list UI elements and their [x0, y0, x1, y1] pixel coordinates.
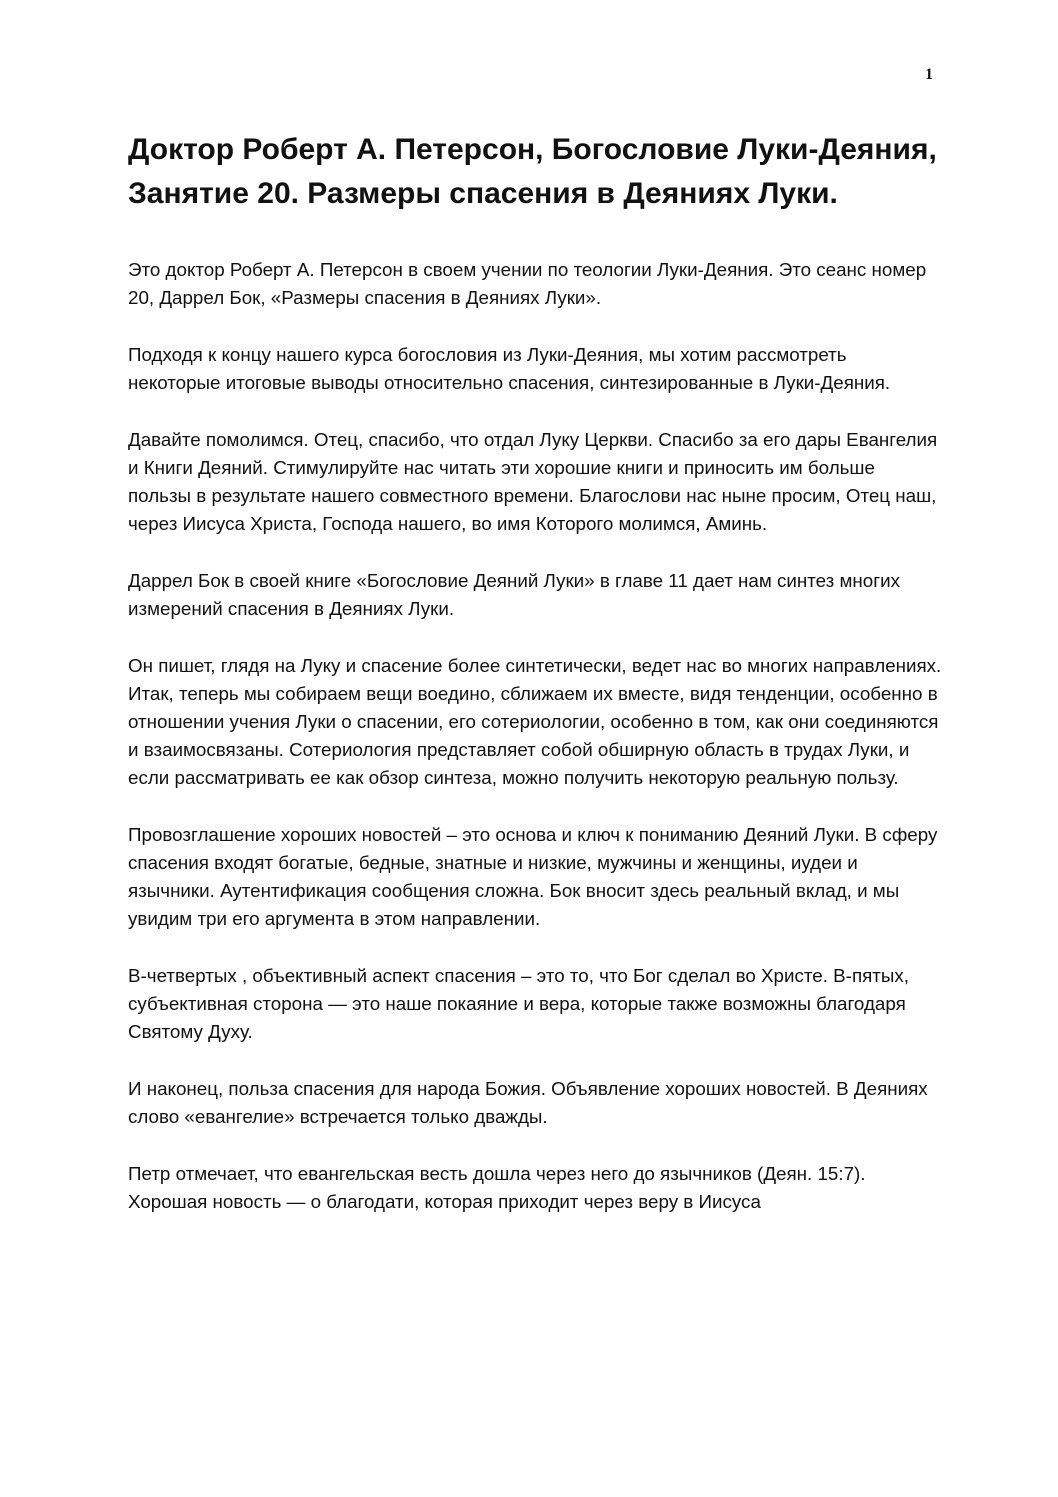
paragraph: Провозглашение хороших новостей – это основа и ключ к пониманию Деяний Луки. В сферу спасения входят богатые, бедные, знатные и низкие, мужчины и женщины, иудеи и язычники. Аутентификация сообщения сложна. Бок вносит здесь реальный вклад, и мы увидим три его аргумента в этом направлении.: [128, 824, 938, 929]
paragraph: И наконец, польза спасения для народа Божия. Объявление хороших новостей. В Деяниях слово «евангелие» встречается только дважды.: [128, 1078, 928, 1127]
title-line-2: Занятие 20. Размеры спасения в Деяниях Луки.: [128, 177, 838, 210]
paragraph: В-четвертых , объективный аспект спасения – это то, что Бог сделал во Христе. В-пятых, субъективная сторона — это наше покаяние и вера, которые также возможны благодаря Святому Духу.: [128, 965, 909, 1042]
paragraph: Давайте помолимся. Отец, спасибо, что отдал Луку Церкви. Спасибо за его дары Евангелия и Книги Деяний. Стимулируйте нас читать эти хорошие книги и приносить им больше пользы в результате нашего совместного времени. Благослови нас ныне просим, Отец наш, через Иисуса Христа, Господа нашего, во имя Которого молимся, Аминь.: [128, 429, 938, 534]
paragraph: Подходя к концу нашего курса богословия из Луки-Деяния, мы хотим рассмотреть некоторые итоговые выводы относительно спасения, синтезированные в Луки-Деяния.: [128, 344, 891, 393]
paragraph: Это доктор Роберт А. Петерсон в своем учении по теологии Луки-Деяния. Это сеанс номер 20, Даррел Бок, «Размеры спасения в Деяниях Луки».: [128, 259, 927, 308]
page-number: 1: [925, 66, 933, 83]
paragraph: Петр отмечает, что евангельская весть дошла через него до язычников (Деян. 15:7). Хорошая новость — о благодати, которая приходит через веру в Иисуса: [128, 1163, 866, 1212]
document-title: [128, 128, 943, 216]
document-body: [128, 128, 943, 1245]
paragraph: Даррел Бок в своей книге «Богословие Деяний Луки» в главе 11 дает нам синтез многих измерений спасения в Деяниях Луки.: [128, 570, 900, 619]
paragraph: Он пишет, глядя на Луку и спасение более синтетически, ведет нас во многих направлениях. Итак, теперь мы собираем вещи воедино, сближаем их вместе, видя тенденции, особенно в отношении учения Луки о спасении, его сотериологии, особенно в том, как они соединяются и взаимосвязаны. Сотериология представляет собой обширную область в трудах Луки, и если рассматривать ее как обзор синтеза, можно получить некоторую реальную пользу.: [128, 655, 942, 788]
title-line-1: Доктор Роберт А. Петерсон, Богословие Луки-Деяния,: [128, 133, 937, 166]
